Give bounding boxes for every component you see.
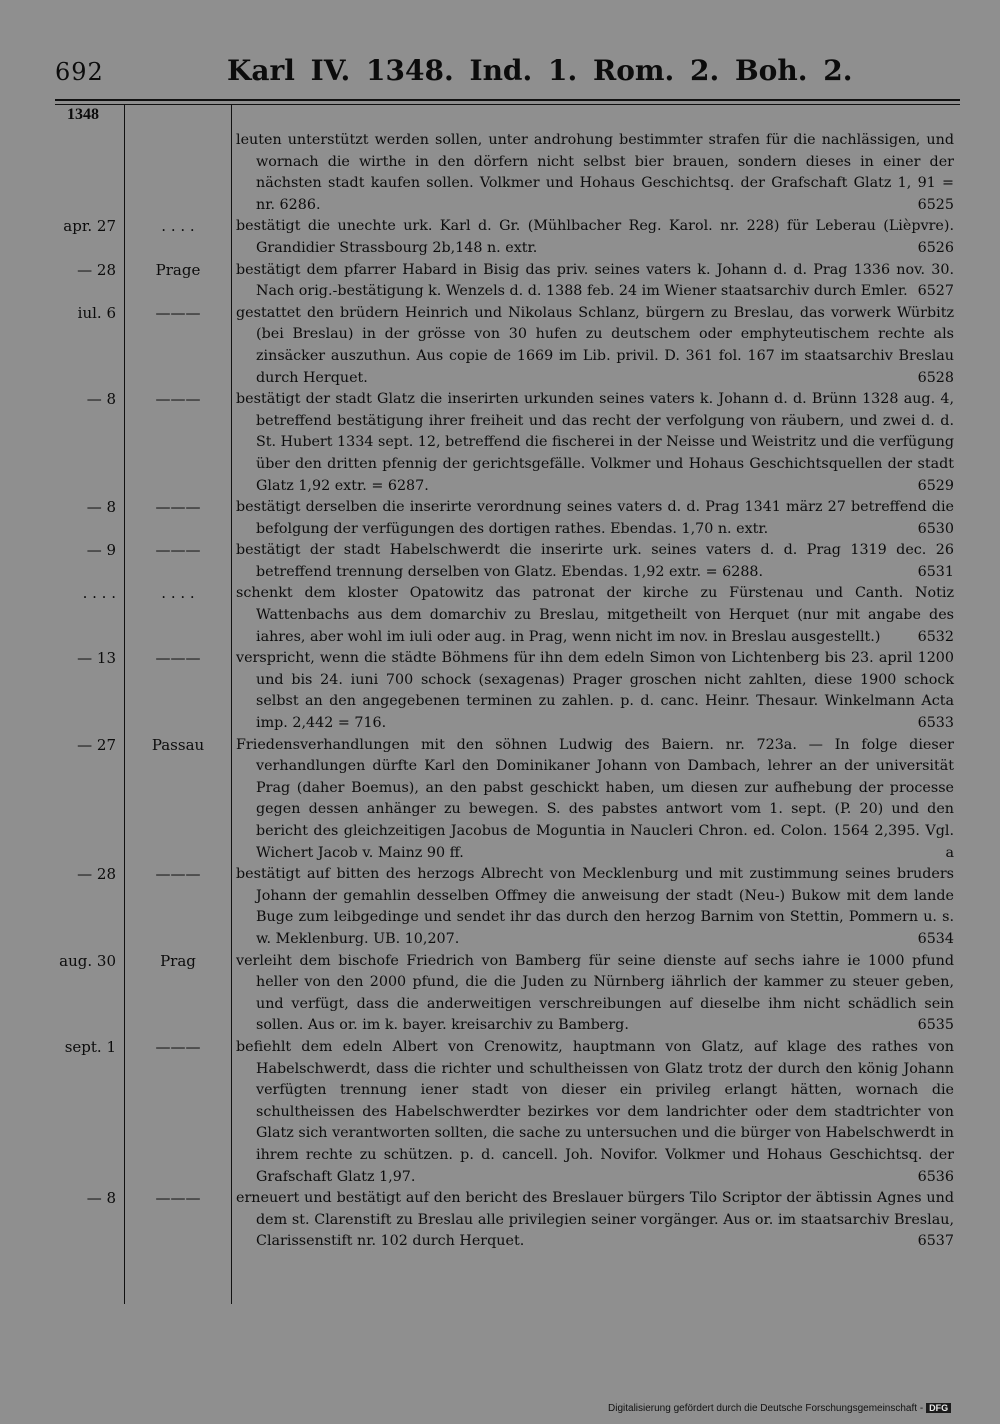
entry-place: . . . .: [161, 217, 195, 236]
entry-number: 6535: [917, 1017, 954, 1034]
entry-place: ———: [155, 1037, 201, 1056]
entry-body: schenkt dem kloster Opatowitz das patronat der kirche zu Fürstenau und Canth. Notiz Wattenbachs aus dem domarchiv zu Breslau, mitgetheilt von Herquet (nur mit angabe des iahres, aber wohl im iuli oder aug. in Prag, wenn nicht im nov. in Breslau ausgestellt.): [236, 585, 954, 645]
entry-date: — 8: [86, 1189, 116, 1208]
entry-date: — 28: [77, 865, 116, 884]
entry-6533: [0, 648, 1000, 734]
entry-body: erneuert und bestätigt auf den bericht des Breslauer bürgers Tilo Scriptor der äbtissin Agnes und dem st. Clarenstift zu Breslau alle privilegien seiner vorgänger. Aus or. im staatsarchiv Breslau, Clarissenstift nr. 102 durch Herquet.: [236, 1190, 954, 1250]
year-heading: 1348: [67, 106, 99, 123]
entry-text: [236, 648, 954, 734]
page-header: [55, 54, 960, 94]
entry-place: Passau: [151, 735, 205, 754]
entry-text: [236, 1037, 954, 1188]
entry-number: a: [945, 844, 954, 861]
entry-body: bestätigt derselben die inserirte verordnung seines vaters d. d. Prag 1341 märz 27 betreffend die befolgung der verfügungen des dortigen rathes. Ebendas. 1,70 n. extr.: [236, 499, 954, 537]
entry-6536: [0, 1037, 1000, 1188]
entry-body: verspricht, wenn die städte Böhmens für ihn dem edeln Simon von Lichtenberg bis 23. april 1200 und bis 24. iuni 700 schock (sexagenas) Prager groschen nicht zahlten, diese 1900 schock selbst an den angegebenen terminen zu zahlen. p. d. canc. Heinr. Thesaur. Winkelmann Acta imp. 2,442 = 716.: [236, 650, 954, 732]
entry-number: 6537: [917, 1233, 954, 1250]
entry-6528: [0, 303, 1000, 389]
entry-text: [236, 540, 954, 583]
entry-number: 6525: [917, 196, 954, 213]
entry-body: befiehlt dem edeln Albert von Crenowitz, hauptmann von Glatz, auf klage des rathes von Habelschwerdt, dass die richter und schultheissen von Glatz trotz der durch den könig Johann verfügten trennung iener stadt von dieser ein privileg erlangt hätten, wornach die schultheissen des Habelschwerdter bezirkes vor dem landrichter oder dem stadtrichter von Glatz sich verantworten sollten, die sache zu untersuchen und die bürger von Habelschwerdt in ihrem rechte zu schützen. p. d. cancell. Joh. Novifor. Volkmer und Hohaus Geschichtsq. der Grafschaft Glatz 1,97.: [236, 1038, 954, 1185]
entry-6533a: [0, 735, 1000, 865]
entry-text: [236, 497, 954, 540]
entry-place: ———: [155, 303, 201, 322]
entry-number: 6530: [917, 520, 954, 537]
entry-date: sept. 1: [64, 1037, 116, 1056]
entry-number: 6526: [917, 239, 954, 256]
entry-number: 6529: [917, 477, 954, 494]
entry-6530: [0, 497, 1000, 540]
entry-number: 6533: [917, 715, 954, 732]
entry-date: — 9: [86, 541, 116, 560]
digitization-credit: [608, 1403, 951, 1414]
entry-number: 6536: [917, 1168, 954, 1185]
entry-place: ———: [155, 498, 201, 517]
entry-text: [236, 864, 954, 950]
entry-text: [236, 389, 954, 497]
entry-text: [236, 260, 954, 303]
entry-text: [236, 216, 954, 259]
entry-text: [236, 303, 954, 389]
entry-body: bestätigt die unechte urk. Karl d. Gr. (Mühlbacher Reg. Karol. nr. 228) für Leberau (Lièpvre). Grandidier Strassbourg 2b,148 n. extr.: [236, 218, 954, 256]
regesta-list: [0, 130, 1000, 1253]
entry-6532: [0, 583, 1000, 648]
entry-body: bestätigt der stadt Glatz die inserirten urkunden seines vaters k. Johann d. d. Brünn 1328 aug. 4, betreffend bestätigung ihrer freiheit und das recht der verfolgung von räubern, und zwei d. d. St. Hubert 1334 sept. 12, betreffend die fischerei in der Neisse und Weistritz und die verfügung über den dritten pfennig der gerichtsgefälle. Volkmer und Hohaus Geschichtsquellen der stadt Glatz 1,92 extr. = 6287.: [236, 391, 954, 494]
entry-place: Prage: [155, 260, 201, 279]
entry-date: — 27: [77, 735, 116, 754]
entry-date: — 28: [77, 260, 116, 279]
entry-number: 6528: [917, 369, 954, 386]
entry-place: ———: [155, 541, 201, 560]
entry-6537: [0, 1188, 1000, 1253]
entry-6534: [0, 864, 1000, 950]
entry-text: [236, 583, 954, 648]
entry-text: [236, 130, 954, 216]
entry-number: 6534: [917, 930, 954, 947]
entry-place: . . . .: [161, 584, 195, 603]
header-rule-thin: [55, 104, 960, 105]
entry-text: [236, 735, 954, 865]
header-rule: [55, 99, 960, 101]
entry-date: . . . .: [82, 584, 116, 603]
entry-body: verleiht dem bischofe Friedrich von Bamberg für seine dienste auf sechs iahre ie 1000 pfund heller von den 2000 pfund, die die Juden zu Nürnberg iährlich der kammer zu steuer geben, und verfügt, dass die anderweitigen verschreibungen auf dieselbe ihm nicht schädlich sein sollen. Aus or. im k. bayer. kreisarchiv zu Bamberg.: [236, 952, 954, 1034]
entry-body: bestätigt auf bitten des herzogs Albrecht von Mecklenburg und mit zustimmung seines bruders Johann der gemahlin desselben Offmey die anweisung der stadt (Neu-) Bukow mit dem lande Buge zum leibgedinge und sendet ihr das durch den herzog Barnim von Stettin, Pommern u. s. w. Meklenburg. UB. 10,207.: [236, 866, 954, 947]
entry-6535: [0, 951, 1000, 1037]
entry-place: ———: [155, 649, 201, 668]
entry-number: 6527: [917, 283, 954, 300]
entry-place: ———: [155, 865, 201, 884]
entry-number: 6532: [917, 628, 954, 645]
entry-6526: [0, 216, 1000, 259]
page-number: 692: [55, 58, 104, 86]
entry-text: [236, 1188, 954, 1253]
running-title: Karl IV. 1348. Ind. 1. Rom. 2. Boh. 2.: [227, 54, 853, 87]
entry-body: bestätigt der stadt Habelschwerdt die inserirte urk. seines vaters d. d. Prag 1319 dec. 26 betreffend trennung derselben von Glatz. Ebendas. 1,92 extr. = 6288.: [236, 542, 954, 580]
entry-date: — 8: [86, 390, 116, 409]
entry-6527: [0, 260, 1000, 303]
entry-number: 6531: [917, 563, 954, 580]
entry-date: — 13: [77, 649, 116, 668]
entry-6531: [0, 540, 1000, 583]
entry-text: [236, 951, 954, 1037]
entry-place: Prag: [160, 951, 196, 970]
entry-date: — 8: [86, 498, 116, 517]
entry-body: gestattet den brüdern Heinrich und Nikolaus Schlanz, bürgern zu Breslau, das vorwerk Würbitz (bei Breslau) in der grösse von 30 hufen zu deutschem oder emphyteutischem rechte als zinsäcker auszuthun. Aus copie de 1669 im Lib. privil. D. 361 fol. 167 im staatsarchiv Breslau durch Herquet.: [236, 304, 954, 386]
entry-6529: [0, 389, 1000, 497]
footer-text: Digitalisierung gefördert durch die Deutsche Forschungsgemeinschaft -: [608, 1403, 924, 1414]
entry-6525: [0, 130, 1000, 216]
entry-date: apr. 27: [63, 217, 116, 236]
entry-body: bestätigt dem pfarrer Habard in Bisig das priv. seines vaters k. Johann d. d. Prag 1336 nov. 30. Nach orig.-bestätigung k. Wenzels d. d. 1388 feb. 24 im Wiener staatsarchiv durch Emler.: [236, 261, 954, 300]
entry-place: ———: [155, 390, 201, 409]
entry-date: aug. 30: [59, 951, 116, 970]
entry-date: iul. 6: [77, 303, 116, 322]
entry-body: Friedensverhandlungen mit den söhnen Ludwig des Baiern. nr. 723a. — In folge dieser verhandlungen dürfte Karl den Dominikaner Johann von Dambach, lehrer an der universität Prag (daher Boemus), an den pabst geschickt haben, um diesen zur aufhebung der processe gegen dessen anhänger zu bewegen. S. des pabstes antwort vom 1. sept. (P. 20) und den bericht des gleichzeitigen Jacobus de Moguntia in Naucleri Chron. ed. Colon. 1564 2,395. Vgl. Wichert Jacob v. Mainz 90 ff.: [236, 736, 954, 861]
entry-body: leuten unterstützt werden sollen, unter androhung bestimmter strafen für die nachlässigen, und wornach die wirthe in den dörfern nicht selbst bier brauen, sondern dieses in einer der nächsten stadt kaufen sollen. Volkmer und Hohaus Geschichtsq. der Grafschaft Glatz 1, 91 = nr. 6286.: [236, 132, 954, 213]
dfg-logo: DFG: [926, 1403, 951, 1413]
entry-place: ———: [155, 1189, 201, 1208]
